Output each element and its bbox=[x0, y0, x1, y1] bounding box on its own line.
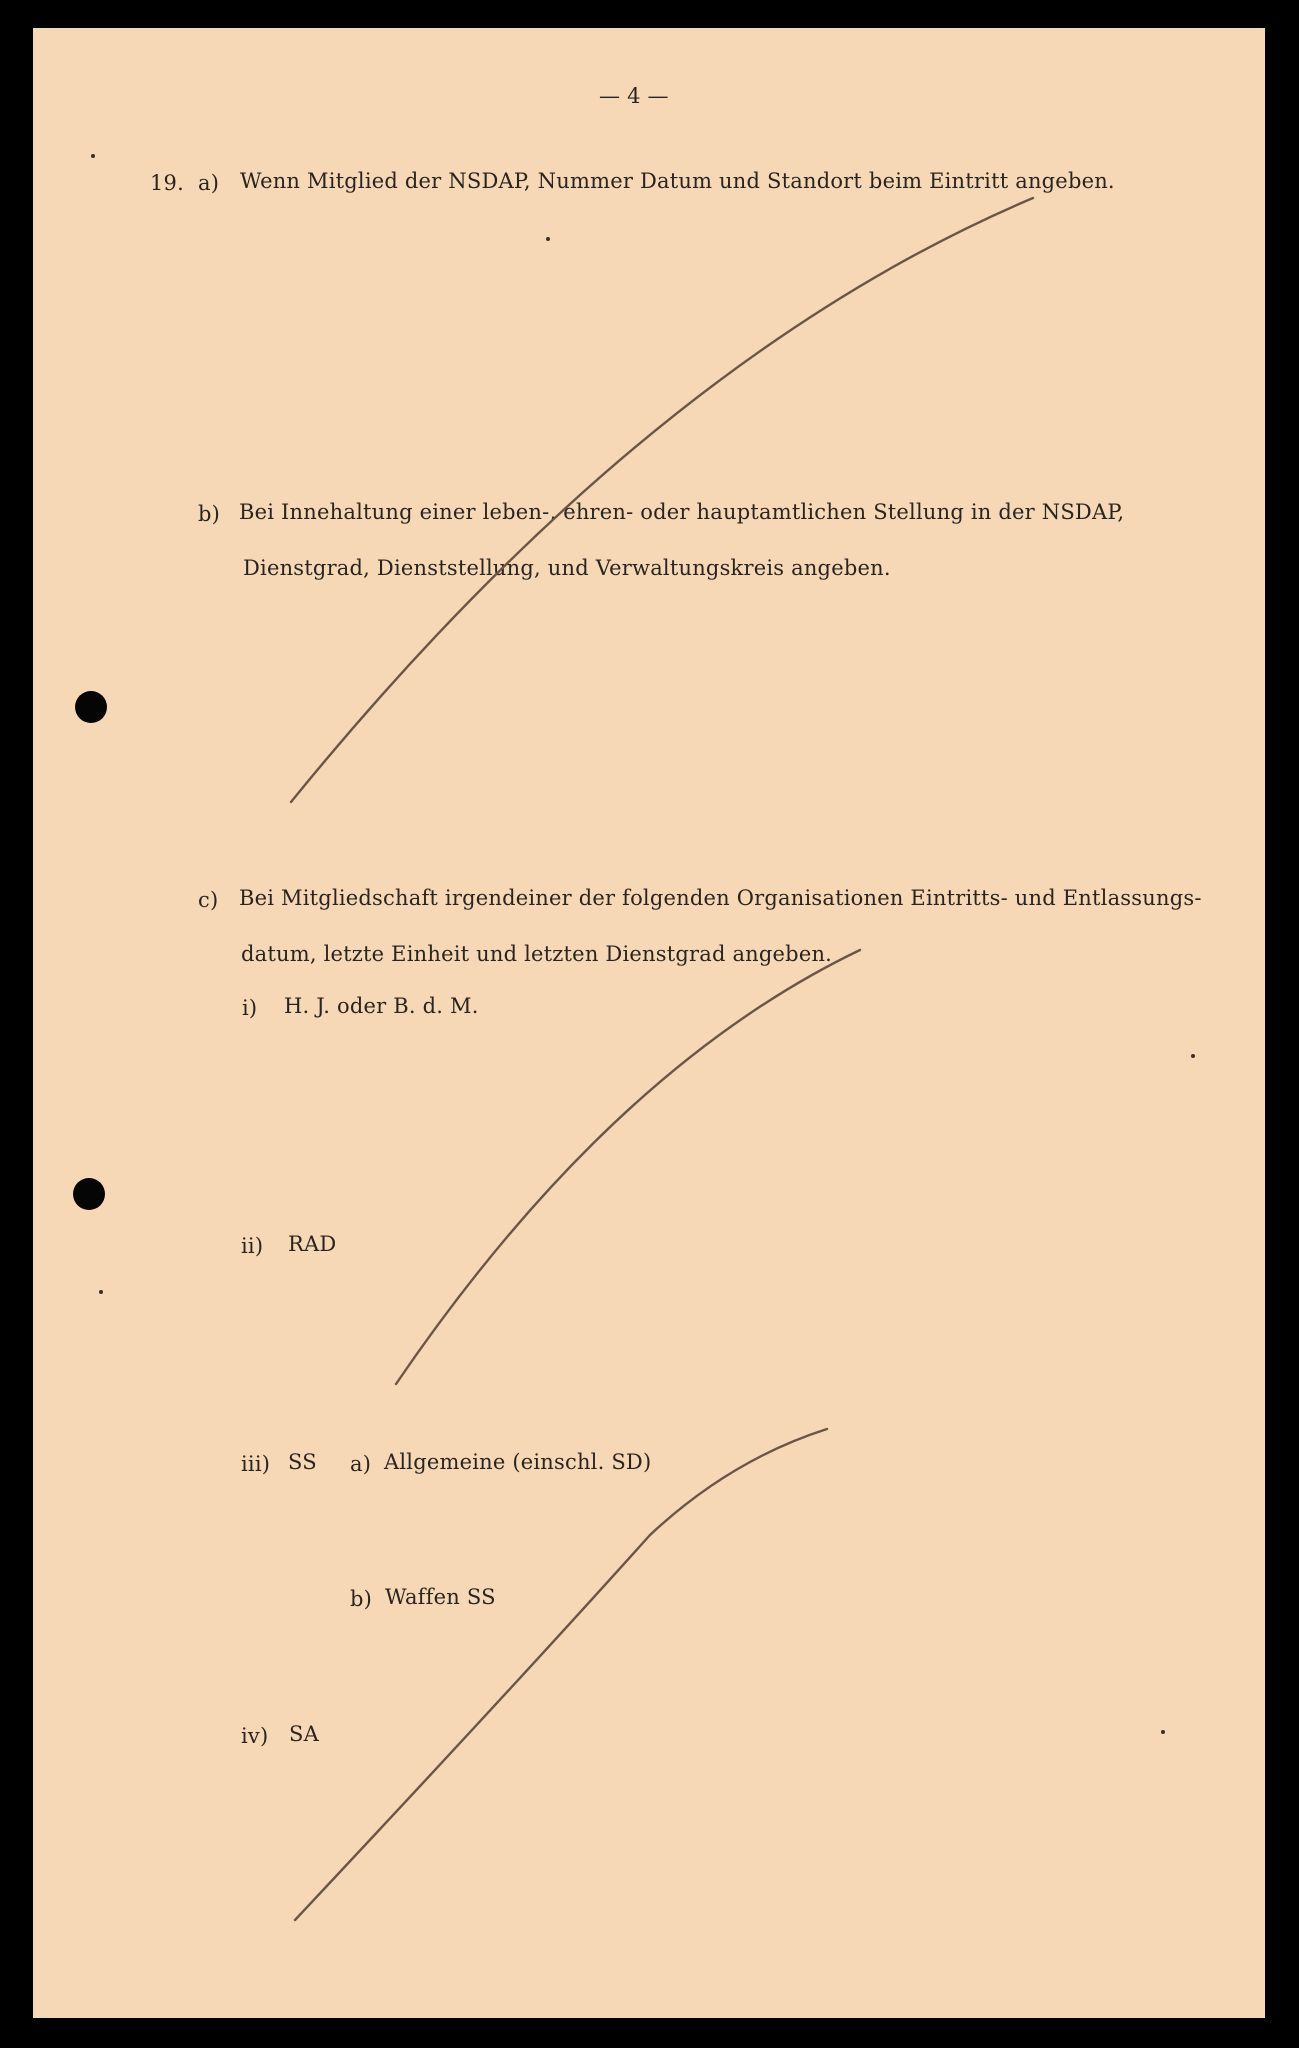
speck bbox=[91, 154, 95, 158]
speck bbox=[1191, 1054, 1195, 1058]
item-b-line2: Dienstgrad, Dienststellung, und Verwaltungskreis angeben. bbox=[243, 556, 891, 580]
ss-sub-a-text: Allgemeine (einschl. SD) bbox=[384, 1450, 652, 1474]
ss-sub-a-label: a) bbox=[350, 1452, 372, 1476]
sub-item-ii-label: ii) bbox=[241, 1234, 264, 1258]
item-c-line1: Bei Mitgliedschaft irgendeiner der folgenden Organisationen Eintritts- und Entlassungs- bbox=[239, 886, 1202, 910]
sub-item-iv-label: iv) bbox=[241, 1724, 269, 1748]
speck bbox=[546, 237, 550, 241]
sub-item-iii-text: SS bbox=[288, 1450, 317, 1474]
sub-item-iii-label: iii) bbox=[241, 1452, 271, 1476]
page-number: — 4 — bbox=[599, 84, 669, 108]
item-a-text: Wenn Mitglied der NSDAP, Nummer Datum und Standort beim Eintritt angeben. bbox=[240, 169, 1115, 193]
ss-sub-b-label: b) bbox=[350, 1587, 373, 1611]
punch-hole bbox=[75, 691, 107, 723]
speck bbox=[99, 1290, 103, 1294]
sub-item-i-label: i) bbox=[242, 996, 258, 1020]
item-c-line2: datum, letzte Einheit und letzten Dienstgrad angeben. bbox=[241, 942, 833, 966]
item-b-line1: Bei Innehaltung einer leben-, ehren- oder hauptamtlichen Stellung in der NSDAP, bbox=[239, 500, 1125, 524]
speck bbox=[1161, 1730, 1165, 1734]
sub-item-ii-text: RAD bbox=[288, 1232, 337, 1256]
ss-sub-b-text: Waffen SS bbox=[385, 1585, 496, 1609]
item-b-label: b) bbox=[198, 502, 221, 526]
document-page bbox=[33, 28, 1265, 2018]
item-c-label: c) bbox=[198, 888, 219, 912]
sub-item-i-text: H. J. oder B. d. M. bbox=[284, 994, 479, 1018]
punch-hole bbox=[73, 1178, 105, 1210]
item-a-label: a) bbox=[198, 171, 220, 195]
question-number: 19. bbox=[150, 171, 184, 195]
sub-item-iv-text: SA bbox=[289, 1722, 319, 1746]
